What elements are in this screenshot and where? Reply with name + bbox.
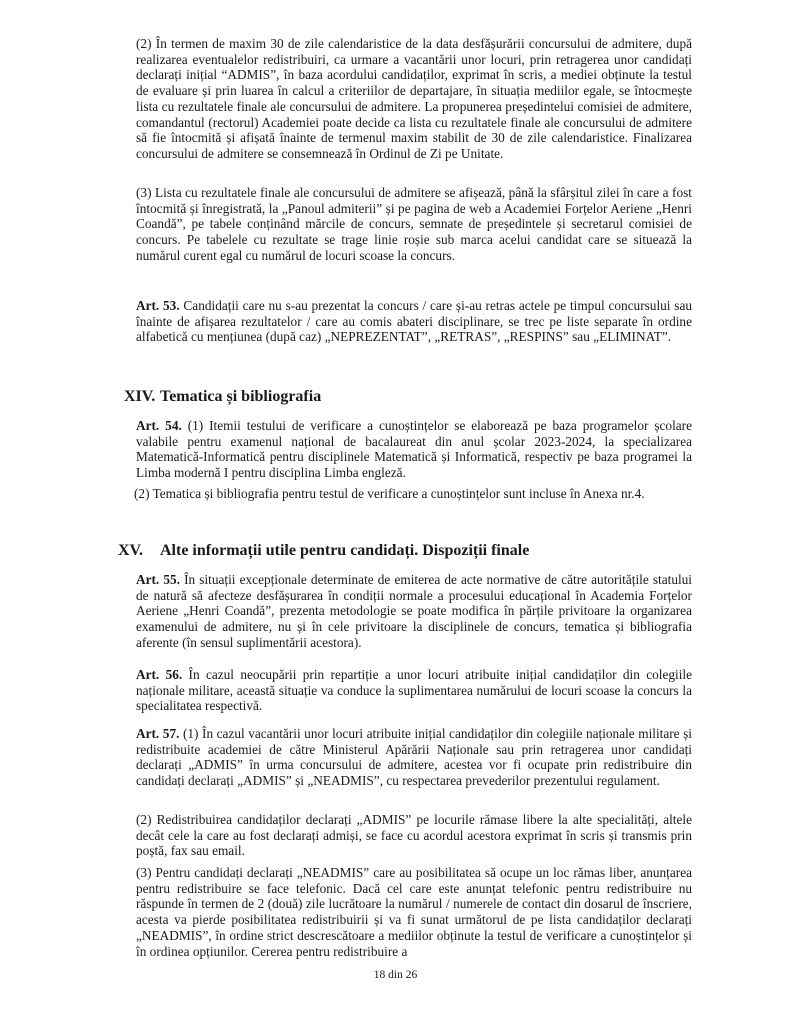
paragraph-art52-2: (2) În termen de maxim 30 de zile calendaristice de la data desfășurării concursului de admitere, după realizarea eventualelor redistribuiri, ca urmare a vacantării unor locuri, prin retragerea unor candidați declarați inițial “ADMIS”, în baza acordului candidaților, exprimat în scris, a mediei obținute la testul de evaluare și prin luarea în calcul a criteriilor de departajare, în situația mediilor egale, se întocmește lista cu rezultatele finale ale concursului de admitere. La propunerea președintelui comisiei de admitere, comandantul (rectorul) Academiei poate decide ca lista cu rezultatele finale ale concursului de admitere să fie întocmită și afișată înainte de termenul maxim stabilit de 30 de zile calendaristice. Finalizarea concursului de admitere se consemnează în Ordinul de Zi pe Unitate. <box>136 36 692 161</box>
paragraph-art56: Art. 56. În cazul neocupării prin repartiție a unor locuri atribuite inițial candidaților din colegiile naționale militare, această situație va conduce la suplimentarea numărului de locuri scoase la concurs la specialitatea respectivă. <box>136 667 693 714</box>
article-label: Art. 56. <box>136 667 183 682</box>
paragraph-art57-1: Art. 57. (1) În cazul vacantării unor locuri atribuite inițial candidaților din colegiile naționale militare și redistribuite academiei de către Ministerul Apărării Naționale sau prin retragerea unor candidați declarați „ADMIS” în urma concursului de admitere, acestea vor fi ocupate prin redistribuire din candidați declarați „ADMIS” și „NEADMIS”, cu respectarea prevederilor prezentului regulament. <box>136 726 692 789</box>
paragraph-art54-2: (2) Tematica și bibliografia pentru testul de verificare a cunoștințelor sunt incluse în Anexa nr.4. <box>134 486 645 501</box>
article-label: Art. 55. <box>136 572 180 587</box>
page-number: 18 din 26 <box>373 969 418 981</box>
article-label: Art. 54. <box>136 418 182 433</box>
section-title: Alte informații utile pentru candidați. Dispoziții finale <box>160 542 530 559</box>
article-label: Art. 53. <box>136 298 180 313</box>
section-number: XV. <box>118 542 144 559</box>
paragraph-art55: Art. 55. În situații excepționale determinate de emiterea de acte normative de către autoritățile statului de natură să afecteze desfășurarea în condiții normale a procesului educațional în Academia Forțelor Aeriene „Henri Coandă”, prezenta metodologie se poate modifica în părțile privitoare la organizarea examenului de admitere, nu și în cele privitoare la disciplinele de concurs, tematica și bibliografia aferente (în sensul suplimentării acestora). <box>136 572 693 650</box>
paragraph-art57-2: (2) Redistribuirea candidaților declarați „ADMIS” pe locurile rămase libere la alte specialități, altele decât cele la care au fost declarați admiși, se face cu acordul acestora exprimat în scris și transmis prin poștă, fax sau email. <box>136 812 692 859</box>
article-label: Art. 57. <box>136 726 180 741</box>
section-number: XIV. <box>124 388 156 405</box>
section-title: Tematica și bibliografia <box>160 388 322 405</box>
paragraph-art57-3: (3) Pentru candidați declarați „NEADMIS” care au posibilitatea să ocupe un loc rămas liber, anunțarea pentru redistribuire se face telefonic. Dacă cel care este anunțat telefonic pentru redistribuire nu răspunde în termen de 2 (două) zile lucrătoare la numărul / numerele de contact din dosarul de înscriere, acesta va pierde posibilitatea redistribuirii și va fi sunat următorul de pe lista candidaților declarați „NEADMIS”, în ordine strict descrescătoare a mediilor obținute la testul de verificare a cunoștințelor și în ordinea opțiunilor. Cererea pentru redistribuire a <box>136 865 692 959</box>
paragraph-art54-1: Art. 54. (1) Itemii testului de verificare a cunoștințelor se elaborează pe baza programelor școlare valabile pentru examenul național de bacalaureat din anul școlar 2023-2024, la specializarea Matematică-Informatică pentru disciplinele Matematică și Informatică, respectiv pe baza programei la Limba modernă I pentru disciplina Limba engleză. <box>136 418 692 481</box>
paragraph-art53: Art. 53. Candidații care nu s-au prezentat la concurs / care și-au retras actele pe timpul concursului sau înainte de afișarea rezultatelor / care au comis abateri disciplinare, se trec pe liste separate în ordine alfabetică cu mențiunea (după caz) „NEPREZENTAT”, „RETRAS”, „RESPINS” sau „ELIMINAT”. <box>136 298 692 345</box>
paragraph-art52-3: (3) Lista cu rezultatele finale ale concursului de admitere se afișează, până la sfârșitul zilei în care a fost întocmită și înregistrată, la „Panoul admiterii” și pe pagina de web a Academiei Forțelor Aeriene „Henri Coandă”, pe tabele conținând mărcile de concurs, semnate de președintele și secretarul comisiei de concurs. Pe tabelele cu rezultate se trage linie roșie sub marca acelui candidat care se situează la numărul curent egal cu numărul de locuri scoase la concurs. <box>136 185 692 263</box>
section-heading-xiv <box>124 388 321 406</box>
section-heading-xv <box>118 542 529 560</box>
